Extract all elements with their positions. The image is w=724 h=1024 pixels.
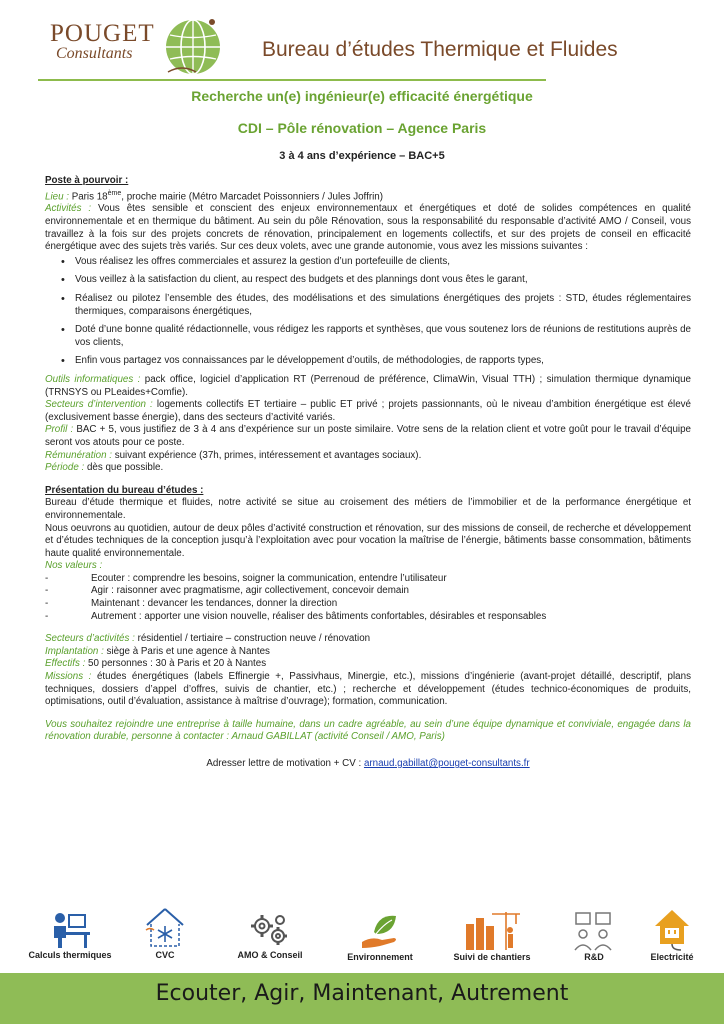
missions-bureau-text: études énergétiques (labels Effinergie +, Passivhaus, Minergie, etc.), missions d’ingénierie (avant-projet détaillé, descriptif, plans techniques, dossiers d’appel d’offres, suivis de chantier, etc.) ; recherche et développement (études technico-économiques de produits, optimisations, outil d’évaluation, assistance à maîtrise d’ouvrage); formation, communication.: [45, 671, 691, 708]
lieu-text-pre: Paris 18: [68, 190, 108, 202]
list-item: • Vous veillez à la satisfaction du client, au respect des budgets et des plannings dont vous êtes le garant,: [45, 274, 691, 287]
service-item-calculs: [14, 908, 126, 960]
service-item-amo: [222, 912, 318, 960]
contact-line: [45, 758, 691, 771]
outils-text: pack office, logiciel d’application RT (Perrenoud de préférence, ClimaWin, Visual TTH) ; simulation thermique dynamique (TRNSYS ou PLeaides+Comfie).: [45, 373, 691, 398]
remuneration-label: Rémunération :: [45, 449, 112, 461]
service-label: AMO & Conseil: [237, 950, 303, 960]
spacer: [45, 709, 691, 719]
job-requirements: 3 à 4 ans d’expérience – BAC+5: [279, 150, 445, 162]
valeurs-list: [45, 573, 691, 623]
implantation-label: Implantation :: [45, 645, 104, 657]
service-item-environnement: [332, 912, 428, 962]
effectifs-text: 50 personnes : 30 à Paris et 20 à Nantes: [85, 658, 267, 670]
service-item-electricite: [632, 908, 712, 962]
missions-bureau-paragraph: [45, 671, 691, 709]
outils-label: Outils informatiques :: [45, 373, 141, 385]
contact-text: Adresser lettre de motivation + CV :: [206, 758, 364, 770]
effectifs-label: Effectifs :: [45, 658, 86, 670]
contact-email-link[interactable]: arnaud.gabillat@pouget-consultants.fr: [363, 758, 530, 770]
footer-banner: [0, 973, 724, 1024]
implantation-paragraph: [45, 646, 691, 659]
lieu-text-post: , proche mairie (Métro Marcadet Poissonniers / Jules Joffrin): [121, 190, 383, 202]
footer-motto: Ecouter, Agir, Maintenant, Autrement: [155, 981, 569, 1006]
section-title-poste: Poste à pourvoir :: [45, 175, 129, 186]
list-item: • Réalisez ou pilotez l’ensemble des études, des modélisations et des simulations énergétiques des projets : STD, études réglementaires thermiques, comparaisons énergétiques,: [45, 293, 691, 318]
service-label: Calculs thermiques: [28, 950, 112, 960]
implantation-text: siège à Paris et une agence à Nantes: [103, 645, 270, 657]
secteurs-activites-text: résidentiel / tertiaire – construction neuve / rénovation: [134, 633, 371, 645]
secteurs-activites-paragraph: [45, 633, 691, 646]
periode-text: dès que possible.: [84, 462, 164, 474]
missions-list: [45, 256, 691, 368]
profil-label: Profil :: [45, 424, 74, 436]
closing-paragraph: Vous souhaitez rejoindre une entreprise à taille humaine, dans un cadre agréable, au sein d’une équipe dynamique et conviviale, engagée dans la rénovation durable, personne à contacter : Arnaud GABILLAT (activité Conseil / AMO, Paris): [45, 718, 691, 743]
header-divider: [38, 79, 546, 81]
list-item: - Ecouter : comprendre les besoins, soigner la communication, entendre l’utilisateur: [45, 573, 691, 586]
spacer: [45, 475, 691, 485]
service-label: Suivi de chantiers: [453, 952, 531, 962]
list-item: • Enfin vous partagez vos connaissances par le développement d’outils, de méthodologies, de rapports types,: [45, 355, 691, 368]
house-plug-icon: [651, 908, 693, 952]
service-label: Electricité: [650, 952, 694, 962]
lieu-paragraph: [45, 188, 691, 204]
activites-text: Vous êtes sensible et conscient des enjeux environnementaux et énergétiques et doté de solides compétences en qualité environnementale et en thermique du bâtiment. Au sein du pôle Rénovation, sous la responsabilité du responsable d’activité AMO / Conseil, vous travaillez à la fois sur des projets concrets de rénovation, principalement en logements collectifs, et sur des projets de conseil en efficacité énergétique avec des sujets très variés. Sur ces deux volets, avec une grande autonomie, vous avez les missions suivantes :: [45, 203, 691, 253]
periode-label: Période :: [45, 462, 85, 474]
lieu-sup: ème: [107, 189, 122, 197]
list-item: - Agir : raisonner avec pragmatisme, agir collectivement, concevoir demain: [45, 585, 691, 598]
valeurs-label: Nos valeurs :: [45, 560, 103, 572]
service-item-chantiers: [432, 908, 552, 962]
gears-icon: [248, 912, 292, 950]
logo-subtitle: Consultants: [56, 45, 133, 62]
effectifs-paragraph: [45, 658, 691, 671]
missions-bureau-label: Missions :: [45, 671, 92, 683]
page-header: [0, 0, 724, 90]
section-title-bureau: Présentation du bureau d’études :: [45, 484, 204, 496]
remuneration-text: suivant expérience (37h, primes, intéressement et avantages sociaux).: [111, 449, 422, 461]
construction-icon: [462, 908, 522, 952]
document-body: [45, 175, 691, 771]
bureau-paragraph-1: Bureau d’étude thermique et fluides, notre activité se situe au croisement des métiers de l’immobilier et de la performance énergétique et environnementale.: [45, 497, 691, 521]
list-item: • Doté d’une bonne qualité rédactionnelle, vous rédigez les rapports et synthèses, que vous soutenez lors de réunions de restitutions auprès de vos clients,: [45, 324, 691, 349]
house-snowflake-icon: [142, 906, 188, 950]
secteurs-paragraph: [45, 399, 691, 424]
lieu-label: Lieu :: [45, 190, 69, 202]
company-logo: [50, 22, 155, 62]
periode-paragraph: [45, 462, 691, 475]
service-label: R&D: [584, 952, 604, 962]
logo-name: POUGET: [50, 20, 155, 47]
service-label: Environnement: [347, 952, 413, 962]
activites-label: Activités :: [45, 203, 92, 215]
profil-text: BAC + 5, vous justifiez de 3 à 4 ans d’expérience sur un poste similaire. Votre sens de la relation client et votre goût pour le travail d’équipe seront vos atouts pour ce poste.: [45, 424, 692, 448]
header-title: Bureau d’études Thermique et Fluides: [262, 38, 618, 61]
secteurs-activites-label: Secteurs d’activités :: [45, 633, 135, 645]
secteurs-label: Secteurs d’intervention :: [45, 399, 153, 411]
service-label: CVC: [155, 950, 175, 960]
person-at-desk-icon: [48, 908, 92, 950]
globe-logo-icon: [162, 16, 224, 78]
list-item: • Vous réalisez les offres commerciales et assurez la gestion d’un portefeuille de clients,: [45, 256, 691, 269]
service-item-rd: [560, 910, 628, 962]
job-subtitle: CDI – Pôle rénovation – Agence Paris: [237, 120, 487, 136]
secteurs-text: logements collectifs ET tertiaire – public ET privé ; projets passionnants, où le niveau d’ambition énergétique est élevé (exclusivement basse énergie), dans des secteurs d’activité variés.: [45, 399, 691, 423]
service-item-cvc: [120, 906, 210, 960]
profil-paragraph: [45, 424, 691, 449]
job-title: Recherche un(e) ingénieur(e) efficacité énergétique: [191, 88, 533, 104]
services-icon-row: [0, 898, 724, 973]
list-item: - Autrement : apporter une vision nouvelle, réaliser des bâtiments confortables, désirables et responsables: [45, 611, 691, 624]
activites-paragraph: [45, 203, 691, 253]
list-item: - Maintenant : devancer les tendances, donner la direction: [45, 598, 691, 611]
people-screens-icon: [572, 910, 616, 952]
bureau-paragraph-2: Nous oeuvrons au quotidien, autour de deux pôles d’activité construction et rénovation, sur des missions de conseil, de recherche et développement et d’études techniques de la conception jusqu’à l’exploitation avec pour vocation la maîtrise de l’énergie, bâtiments basse consommation, bâtiments haute qualité environnementale.: [45, 522, 691, 559]
leaf-hand-icon: [358, 912, 402, 952]
remuneration-paragraph: [45, 450, 691, 463]
spacer: [45, 623, 691, 633]
outils-paragraph: [45, 374, 691, 399]
